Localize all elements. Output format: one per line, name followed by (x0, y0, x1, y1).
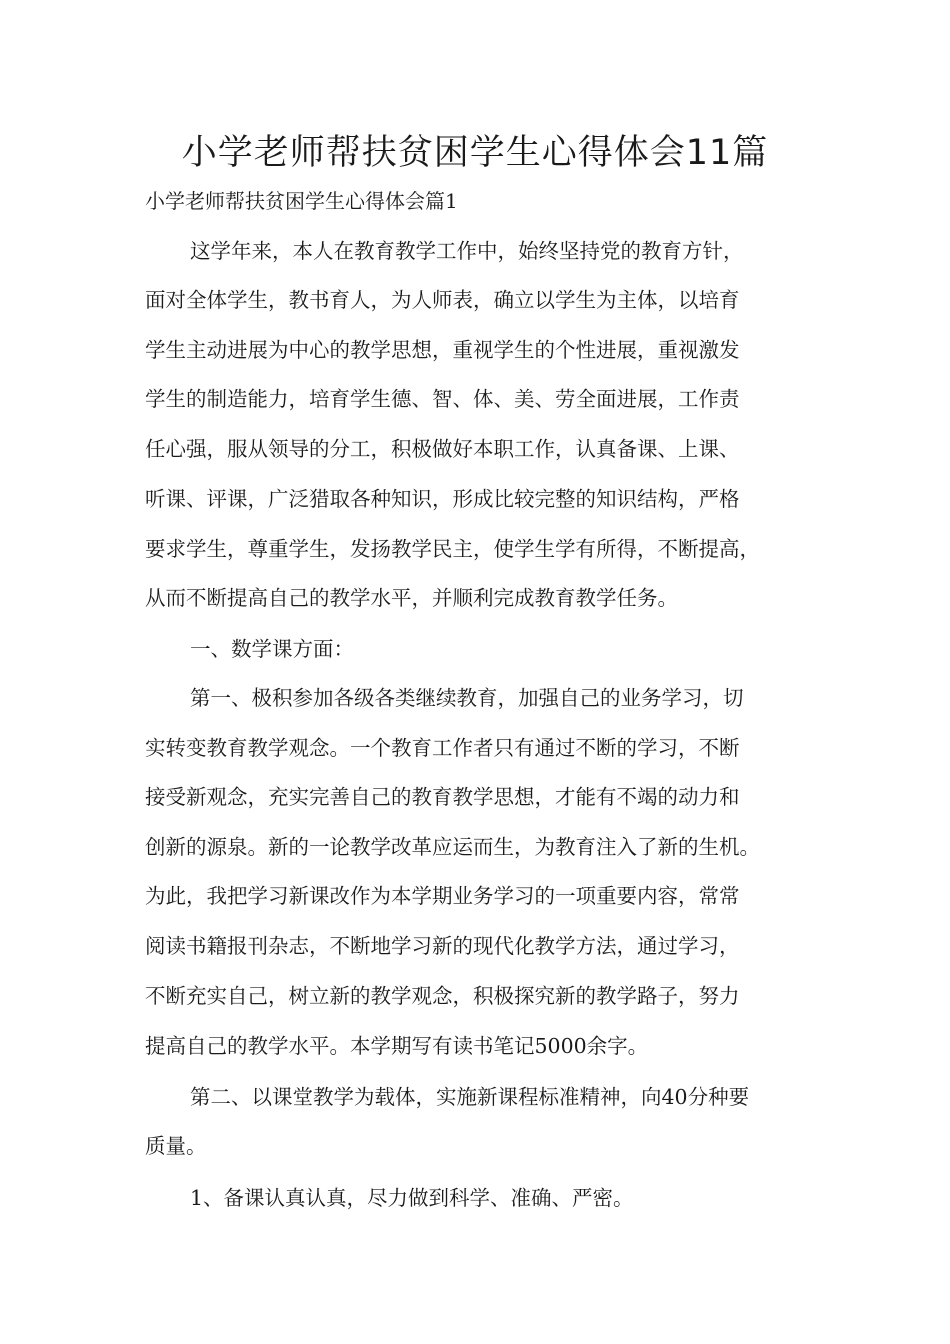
paragraph-line: 面对全体学生，教书育人，为人师表，确立以学生为主体，以培育 (145, 288, 740, 312)
paragraph-line: 接受新观念，充实完善自己的教育教学思想，才能有不竭的动力和 (145, 785, 740, 809)
paragraph-line: 阅读书籍报刊杂志，不断地学习新的现代化教学方法，通过学习， (145, 934, 740, 958)
paragraph-line: 要求学生，尊重学生，发扬教学民主，使学生学有所得，不断提高， (145, 537, 760, 561)
paragraph-line: 为此，我把学习新课改作为本学期业务学习的一项重要内容，常常 (145, 884, 740, 908)
paragraph-line: 学生主动进展为中心的教学思想，重视学生的个性进展，重视激发 (145, 338, 740, 362)
paragraph-line: 创新的源泉。新的一论教学改革应运而生，为教育注入了新的生机。 (145, 835, 760, 859)
paragraph-line: 从而不断提高自己的教学水平，并顺利完成教育教学任务。 (145, 586, 678, 610)
list-item: 1、备课认真认真，尽力做到科学、准确、严密。 (190, 1186, 634, 1210)
section-subtitle: 小学老师帮扶贫困学生心得体会篇1 (145, 189, 458, 213)
paragraph-line: 任心强，服从领导的分工，积极做好本职工作，认真备课、上课、 (145, 437, 740, 461)
paragraph-line: 学生的制造能力，培育学生德、智、体、美、劳全面进展，工作责 (145, 387, 740, 411)
paragraph-line: 质量。 (145, 1134, 207, 1158)
document-title: 小学老师帮扶贫困学生心得体会11篇 (181, 133, 769, 173)
paragraph-line: 第一、极积参加各级各类继续教育，加强自己的业务学习，切 (190, 686, 744, 710)
paragraph-line: 提高自己的教学水平。本学期写有读书笔记5000余字。 (145, 1034, 649, 1058)
paragraph-line: 听课、评课，广泛猎取各种知识，形成比较完整的知识结构，严格 (145, 487, 740, 511)
paragraph-line: 这学年来，本人在教育教学工作中，始终坚持党的教育方针， (190, 239, 744, 263)
section-heading: 一、数学课方面： (190, 637, 354, 661)
paragraph-line: 不断充实自己，树立新的教学观念，积极探究新的教学路子，努力 (145, 984, 740, 1008)
paragraph-line: 实转变教育教学观念。一个教育工作者只有通过不断的学习，不断 (145, 736, 740, 760)
paragraph-line: 第二、以课堂教学为载体，实施新课程标准精神，向40分种要 (190, 1085, 750, 1109)
